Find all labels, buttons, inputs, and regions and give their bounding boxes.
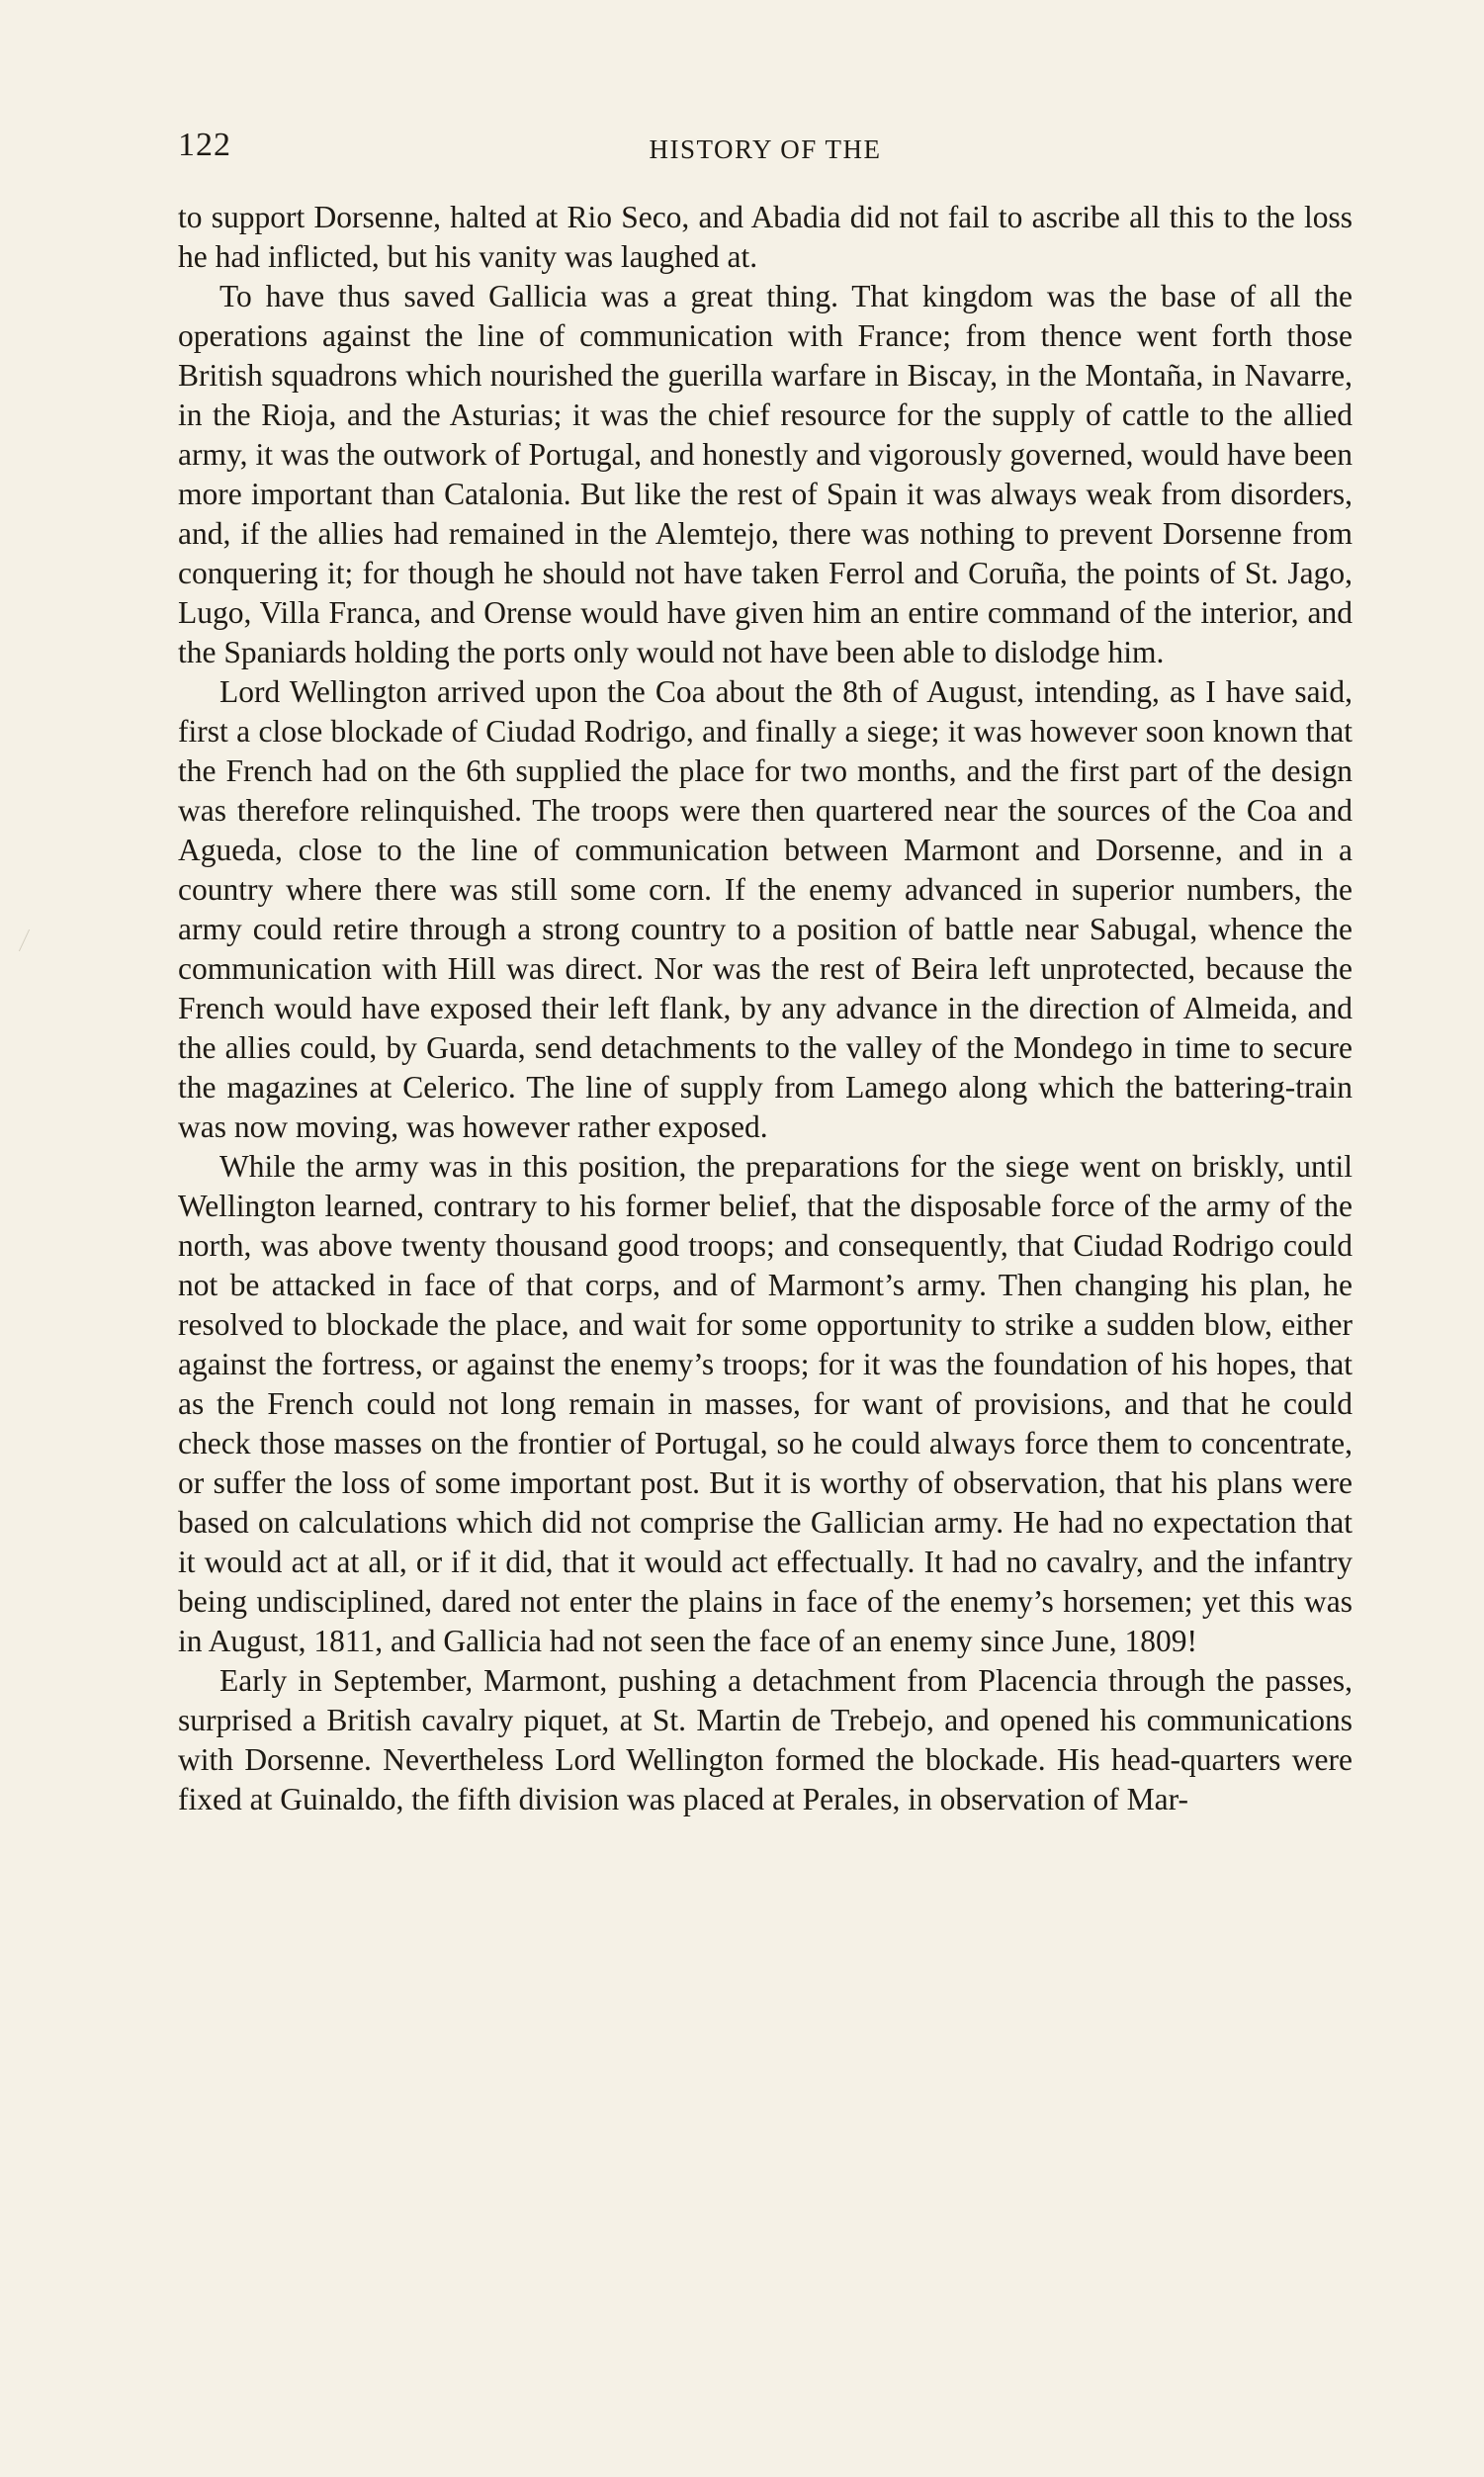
margin-mark [19,929,40,951]
body-text [178,198,1353,1819]
running-head [178,127,1353,178]
paragraph-gallicia: To have thus saved Gallicia was a great thing. That kingdom was the base of all the operations against the line of communication with France; from thence went forth those British squadrons which nourished the guerilla warfare in Biscay, in the Montaña, in Navarre, in the Rioja, and the Asturias; it was the chief resource for the supply of cattle to the allied army, it was the outwork of Portugal, and honestly and vigorously governed, would have been more important than Catalonia. But like the rest of Spain it was always weak from disorders, and, if the allies had remained in the Alemtejo, there was nothing to prevent Dorsenne from conquering it; for though he should not have taken Ferrol and Coruña, the points of St. Jago, Lugo, Villa Franca, and Orense would have given him an entire command of the interior, and the Spaniards holding the ports only would not have been able to dislodge him. [178,279,1353,669]
running-title: HISTORY OF THE [649,134,882,164]
paragraph-september: Early in September, Marmont, pushing a detachment from Placencia through the passes, surprised a British cavalry piquet, at St. Martin de Trebejo, and opened his communications with Dorsenne. Nevertheless Lord Wellington formed the blockade. His head-quarters were fixed at Guinaldo, the fifth division was placed at Perales, in observation of Mar- [178,1663,1353,1816]
book-page [178,127,1353,1819]
paragraph-wellington-coa: Lord Wellington arrived upon the Coa about the 8th of August, intending, as I have said, first a close blockade of Ciudad Rodrigo, and finally a siege; it was however soon known that the French had on the 6th supplied the place for two months, and the first part of the design was therefore relinquished. The troops were then quartered near the sources of the Coa and Agueda, close to the line of communication between Marmont and Dorsenne, and in a country where there was still some corn. If the enemy advanced in superior numbers, the army could retire through a strong country to a position of battle near Sabugal, whence the communication with Hill was direct. Nor was the rest of Beira left unprotected, because the French would have exposed their left flank, by any advance in the direction of Almeida, and the allies could, by Guarda, send detachments to the valley of the Mondego in time to secure the magazines at Celerico. The line of supply from Lamego along which the battering-train was now moving, was however rather exposed. [178,674,1353,1144]
paragraph-continued: to support Dorsenne, halted at Rio Seco, and Abadia did not fail to ascribe all this to the loss he had inflicted, but his vanity was laughed at. [178,200,1353,274]
paragraph-siege-preparations: While the army was in this position, the preparations for the siege went on briskly, until Wellington learned, contrary to his former belief, that the disposable force of the army of the north, was above twenty thousand good troops; and consequently, that Ciudad Rodrigo could not be attacked in face of that corps, and of Marmont’s army. Then changing his plan, he resolved to blockade the place, and wait for some opportunity to strike a sudden blow, either against the fortress, or against the enemy’s troops; for it was the foundation of his hopes, that as the French could not long remain in masses, for want of provisions, and that he could check those masses on the frontier of Portugal, so he could always force them to concentrate, or suffer the loss of some important post. But it is worthy of observation, that his plans were based on calculations which did not comprise the Gallician army. He had no expectation that it would act at all, or if it did, that it would act effectually. It had no cavalry, and the infantry being undisciplined, dared not enter the plains in face of the enemy’s horsemen; yet this was in August, 1811, and Gallicia had not seen the face of an enemy since June, 1809! [178,1149,1353,1658]
page-number: 122 [178,127,231,163]
